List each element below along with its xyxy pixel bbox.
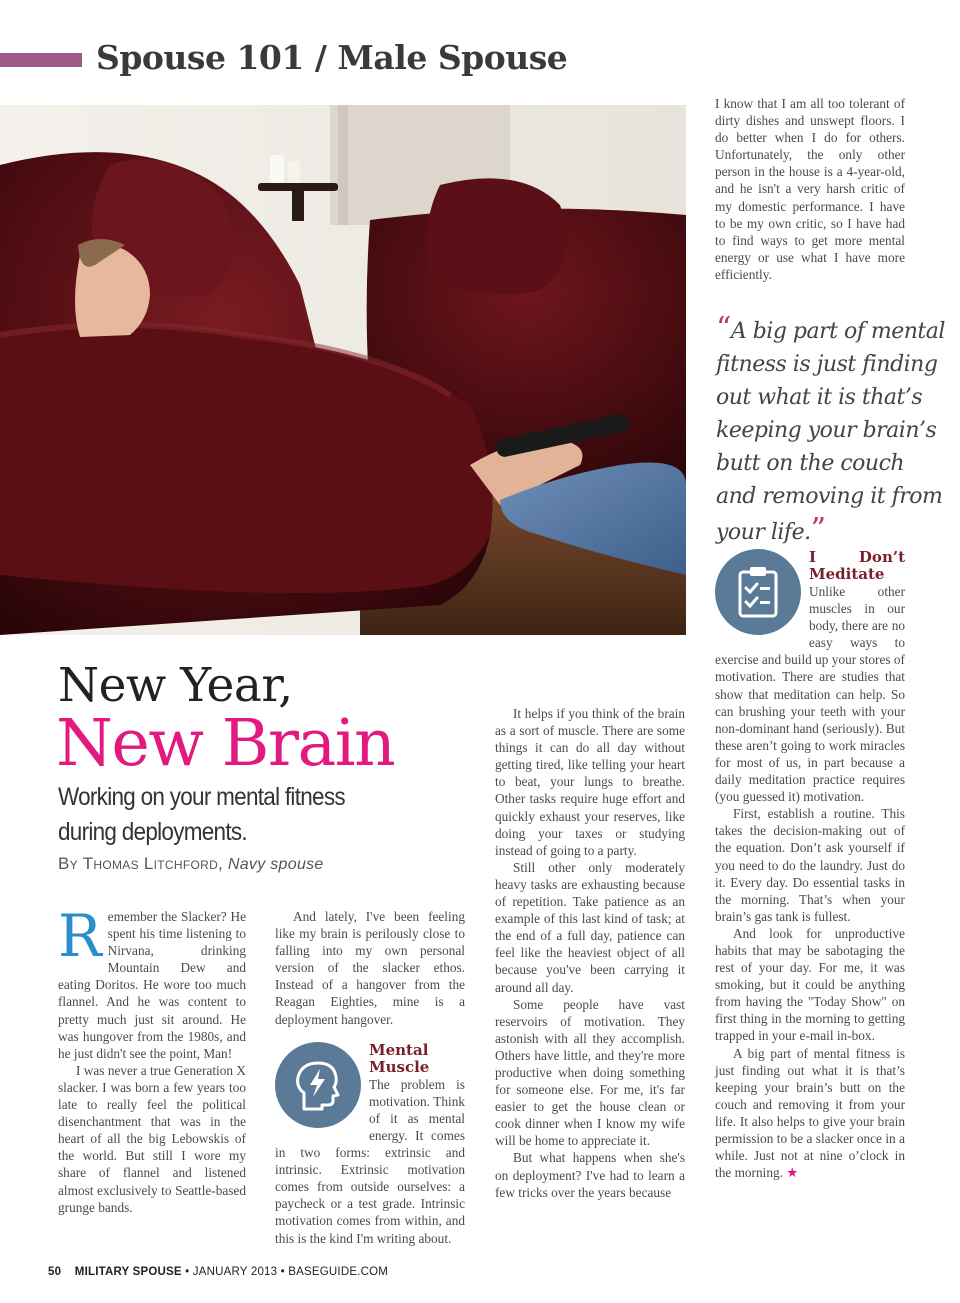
headline-line2: New Brain [56, 706, 395, 781]
byline-name: Thomas Litchford, [82, 854, 224, 873]
publication-name: MILITARY SPOUSE [74, 1266, 182, 1278]
paragraph [715, 1045, 905, 1182]
paragraph: But what happens when she's on deployment? I've had to learn a few tricks over the years because [495, 1150, 685, 1200]
drop-cap: R [58, 902, 102, 970]
paragraph: First, establish a routine. This takes the decision-making out of the equation. Don’t ask yourself if you need to do the laundry. Just do it. Every day. Do essential tasks in the morning. That’s when your brain’s gas tank is fullest. [715, 806, 905, 924]
meditate-section [715, 549, 905, 805]
section-title: Spouse 101 / Male Spouse [96, 38, 568, 77]
website: BASEGUIDE.COM [288, 1266, 389, 1278]
issue-date: JANUARY 2013 [192, 1266, 278, 1278]
pull-quote-text: A big part of mental fitness is just finding out what it is that’s keeping your brain’s butt on the couch and removing it from your life. [716, 319, 945, 545]
byline-role: Navy spouse [227, 856, 324, 873]
column4-lower [715, 549, 905, 1181]
mental-muscle-section [275, 1042, 465, 1247]
page-number: 50 [48, 1266, 62, 1278]
mental-muscle-heading: Mental Muscle [369, 1040, 430, 1076]
paragraph: I know that I am all too tolerant of dirty dishes and unswept floors. I do better when I do for others. Unfortunately, the only other person in the house is a 4-year-old, and he isn't a very harsh critic of my domestic performance. I have to be my own critic, so I have had to find ways to get more mental energy or use what I have more efficiently. [715, 96, 905, 282]
brain-lightning-icon [275, 1042, 361, 1128]
byline [58, 854, 324, 874]
clipboard-checklist-icon [715, 549, 801, 635]
article-dek: Working on your mental fitness during deployments. [58, 783, 345, 846]
column1 [58, 902, 246, 1216]
photo-man-on-couch [0, 105, 686, 635]
meditate-heading: I Don’t Meditate [809, 548, 905, 583]
paragraph: And look for unproductive habits that may be sabotaging the rest of your day. For me, it was smoking, but it could be anything from having the "Today Show" on first thing in the morning to getting trapped in your e-mail in-box. [715, 925, 905, 1044]
quote-open-mark: “ [716, 311, 731, 346]
paragraph: And lately, I've been feeling like my brain is perilously close to falling into my own personal version of the slacker ethos. Instead of a hangover from the Reagan Eighties, mine is a deployment hangover. [275, 909, 465, 1027]
headline-line1: New Year, [58, 658, 293, 713]
paragraph: It helps if you think of the brain as a sort of muscle. There are some things it can do all day without getting tired, like telling your heart to beat, your lungs to breathe. Other tasks require huge effort and quickly exhaust your reserves, like doing your taxes or studying instead of going to a party. [495, 706, 685, 858]
end-star-icon: ★ [786, 1165, 799, 1181]
quote-close-mark: ” [810, 512, 826, 547]
paragraph: Some people have vast reservoirs of motivation. They astonish with all they accomplish. Others have little, and they're more productive when doing something for someone else. For me, it's far easier to get the house clean or cook dinner when I know my wife will be home to appreciate it. [495, 996, 685, 1149]
article-photo [0, 105, 686, 635]
column2 [275, 908, 465, 1247]
paragraph: The problem is motivation. Think of it as mental energy. It comes in two forms: extrinsic and intrinsic. Extrinsic motivation comes from outside ourselves: a paycheck or a test grade. Intrinsic motivation comes from within, and this is the kind I'm writing about. [275, 1076, 465, 1246]
paragraph: Still other only moderately heavy tasks are exhausting because of repetition. Take patience as an example of this last kind of task; at the end of a full day, patience can feel like the heaviest object of all because you've been carrying it around all day. [495, 859, 685, 995]
paragraph: emember the Slacker? He spent his time listening to Nirvana, drinking Mountain Dew and eating Doritos. He wore too much flannel. And he was content to pretty much just sit around. He was hungover from the 1980s, and he just didn't see the point, Man! [58, 909, 246, 1061]
column3 [495, 705, 685, 1201]
page-footer [48, 1266, 388, 1278]
footer-separator: • [280, 1266, 285, 1278]
paragraph: I was never a true Generation X slacker. I was born a few years too late to really feel the political disenchantment that was in the heart of all the big Lebowskis of the world. But still I wore my share of flannel and listened almost exclusively to Seattle-based grunge bands. [58, 1062, 246, 1215]
pull-quote [716, 312, 946, 549]
column4-intro [715, 95, 905, 283]
footer-separator: • [185, 1266, 190, 1278]
paragraph: Unlike other muscles in our body, there are no easy ways to exercise and build up your stores of motivation. There are studies that show that meditation can help. So can brushing your teeth with your non-dominant hand (seriously). But these aren’t going to work miracles for most of us, in part because a daily meditation practice requires (you guessed it) motivation. [715, 584, 905, 805]
paragraph-text: A big part of mental fitness is just finding out what it is that’s keeping your brain’s butt on the couch and removing it from your life. It also helps to give your brain permission to be a slacker once in a while. Just not at nine o’clock in the morning. [715, 1045, 905, 1181]
section-color-bar [0, 53, 82, 67]
byline-prefix: By [58, 854, 78, 873]
